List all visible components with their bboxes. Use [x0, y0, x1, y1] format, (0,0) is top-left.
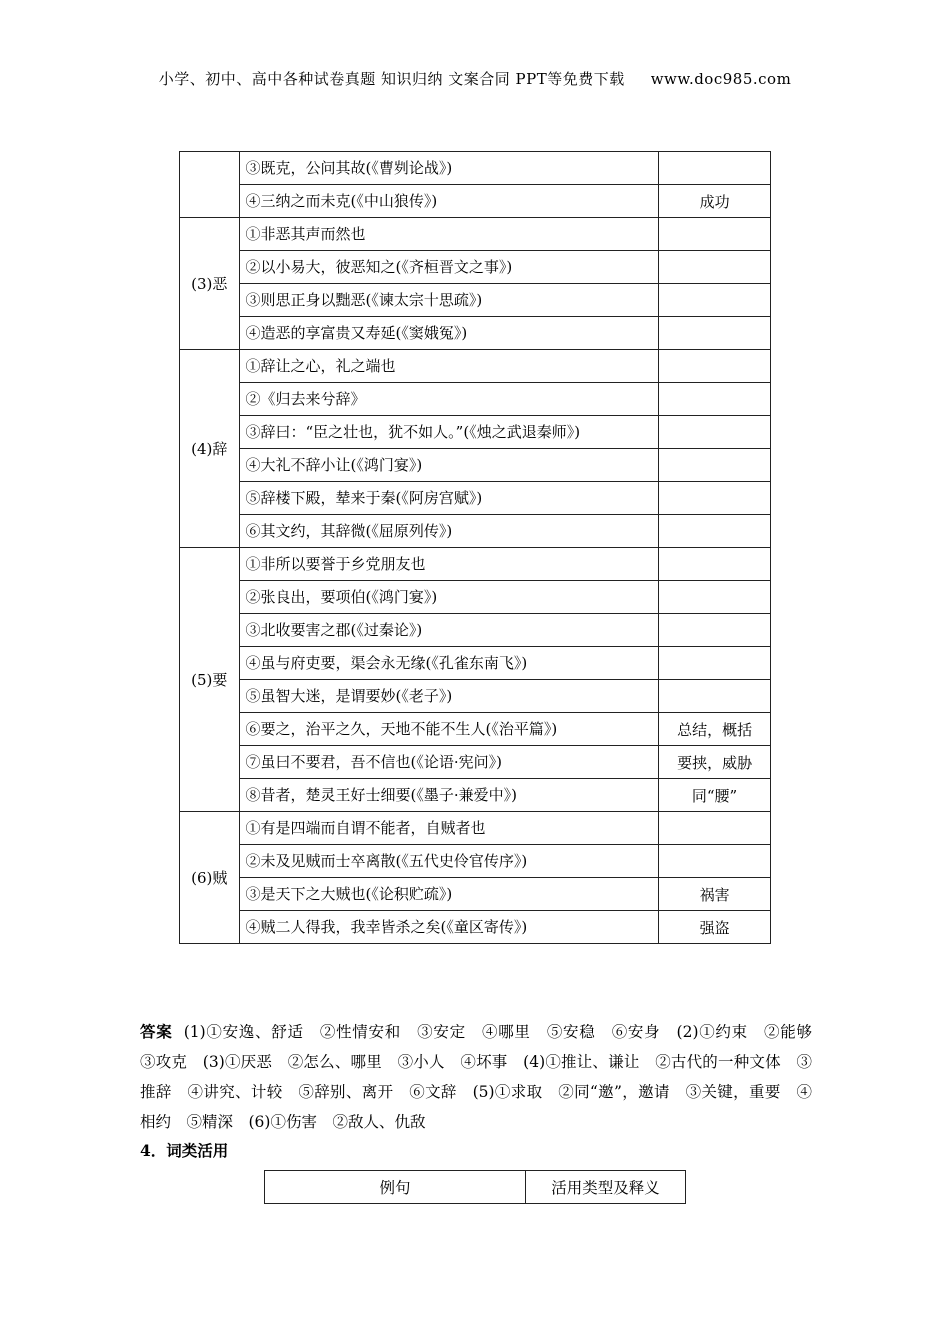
- sentence-cell: ④虽与府吏要，渠会永无缘(《孔雀东南飞》): [239, 647, 659, 680]
- table-row: [180, 482, 771, 515]
- table-row: [180, 185, 771, 218]
- table-row: [180, 812, 771, 845]
- word-cell: (4)辞: [180, 350, 240, 548]
- table-row: [180, 911, 771, 944]
- word-class-table: [264, 1170, 686, 1204]
- meaning-cell: [659, 251, 771, 284]
- meaning-cell: [659, 647, 771, 680]
- meaning-cell: [659, 218, 771, 251]
- sentence-cell: ④贼二人得我，我幸皆杀之矣(《童区寄传》): [239, 911, 659, 944]
- word-cell: (6)贼: [180, 812, 240, 944]
- meaning-cell: [659, 152, 771, 185]
- sentence-cell: ①非恶其声而然也: [239, 218, 659, 251]
- table-row: [180, 350, 771, 383]
- meaning-cell: 总结，概括: [659, 713, 771, 746]
- section-title: 4．词类活用: [140, 1141, 229, 1160]
- meaning-cell: [659, 350, 771, 383]
- table-row: [180, 152, 771, 185]
- meaning-cell: [659, 680, 771, 713]
- sentence-cell: ①有是四端而自谓不能者，自贼者也: [239, 812, 659, 845]
- sentence-cell: ⑤辞楼下殿，辇来于秦(《阿房宫赋》): [239, 482, 659, 515]
- sentence-cell: ②未及见贼而士卒离散(《五代史伶官传序》): [239, 845, 659, 878]
- meaning-cell: [659, 812, 771, 845]
- answer-block: [140, 1017, 828, 1137]
- sentence-cell: ⑦虽曰不要君，吾不信也(《论语·宪问》): [239, 746, 659, 779]
- sentence-cell: ②《归去来兮辞》: [239, 383, 659, 416]
- answer-text: (1)①安逸、舒适 ②性情安和 ③安定 ④哪里 ⑤安稳 ⑥安身 (2)①约束 ②能够 ③攻克 (3)①厌恶 ②怎么、哪里 ③小人 ④坏事 (4)①推让、谦让 ②古代的一种文体 ③推辞 ④讲究、计较 ⑤辞别、离开 ⑥文辞 (5)①求取 ②同“邀”，邀请 ③关键，重要 ④相约 ⑤精深 (6)①伤害 ②敌人、仇敌: [140, 1023, 828, 1131]
- sentence-cell: ⑥要之，治平之久，天地不能不生人(《治平篇》): [239, 713, 659, 746]
- header-text: 小学、初中、高中各种试卷真题 知识归纳 文案合同 PPT等免费下载: [158, 70, 625, 88]
- table-row: [180, 416, 771, 449]
- sentence-cell: ③既克，公问其故(《曹刿论战》): [239, 152, 659, 185]
- table-row: [180, 548, 771, 581]
- table-row: [180, 746, 771, 779]
- meaning-cell: [659, 284, 771, 317]
- meaning-cell: [659, 845, 771, 878]
- word-cell: [180, 152, 240, 218]
- column-header-type: 活用类型及释义: [526, 1171, 686, 1204]
- word-cell: (5)要: [180, 548, 240, 812]
- meaning-cell: 强盗: [659, 911, 771, 944]
- table-row: [180, 779, 771, 812]
- meaning-cell: [659, 614, 771, 647]
- table-row: [180, 878, 771, 911]
- meaning-cell: [659, 449, 771, 482]
- table-row: [180, 449, 771, 482]
- meaning-cell: [659, 482, 771, 515]
- sentence-cell: ⑥其文约，其辞微(《屈原列传》): [239, 515, 659, 548]
- sentence-cell: ②以小易大，彼恶知之(《齐桓晋文之事》): [239, 251, 659, 284]
- table-row: [180, 713, 771, 746]
- column-header-example: 例句: [265, 1171, 526, 1204]
- table-row: [180, 614, 771, 647]
- meaning-cell: 成功: [659, 185, 771, 218]
- sentence-cell: ①非所以要誉于乡党朋友也: [239, 548, 659, 581]
- table-row: [180, 284, 771, 317]
- table-row: [180, 647, 771, 680]
- page-header: [0, 68, 950, 89]
- sentence-cell: ③是天下之大贼也(《论积贮疏》): [239, 878, 659, 911]
- header-url[interactable]: www.doc985.com: [650, 70, 792, 88]
- table-row: [180, 515, 771, 548]
- meaning-cell: 同“腰”: [659, 779, 771, 812]
- table-row: [180, 845, 771, 878]
- sentence-cell: ③则思正身以黜恶(《谏太宗十思疏》): [239, 284, 659, 317]
- sentence-cell: ④三纳之而未克(《中山狼传》): [239, 185, 659, 218]
- table-row: [180, 383, 771, 416]
- meaning-cell: [659, 416, 771, 449]
- sentence-cell: ⑤虽智大迷，是谓要妙(《老子》): [239, 680, 659, 713]
- table-row: [180, 251, 771, 284]
- table-row: [180, 218, 771, 251]
- sentence-cell: ③辞曰：“臣之壮也，犹不如人。”(《烛之武退秦师》): [239, 416, 659, 449]
- word-cell: (3)恶: [180, 218, 240, 350]
- sentence-cell: ⑧昔者，楚灵王好士细要(《墨子·兼爱中》): [239, 779, 659, 812]
- meaning-cell: [659, 317, 771, 350]
- table-row: [180, 581, 771, 614]
- table-row: [180, 680, 771, 713]
- meaning-cell: [659, 383, 771, 416]
- meaning-cell: [659, 515, 771, 548]
- sentence-cell: ④造恶的享富贵又寿延(《窦娥冤》): [239, 317, 659, 350]
- sentence-cell: ③北收要害之郡(《过秦论》): [239, 614, 659, 647]
- sentence-cell: ④大礼不辞小让(《鸿门宴》): [239, 449, 659, 482]
- meaning-cell: 祸害: [659, 878, 771, 911]
- polysemy-table: [179, 151, 771, 944]
- answer-label: 答案: [140, 1022, 173, 1041]
- table-row: [180, 317, 771, 350]
- meaning-cell: [659, 581, 771, 614]
- table-header-row: [265, 1171, 686, 1204]
- sentence-cell: ②张良出，要项伯(《鸿门宴》): [239, 581, 659, 614]
- meaning-cell: [659, 548, 771, 581]
- meaning-cell: 要挟，威胁: [659, 746, 771, 779]
- sentence-cell: ①辞让之心，礼之端也: [239, 350, 659, 383]
